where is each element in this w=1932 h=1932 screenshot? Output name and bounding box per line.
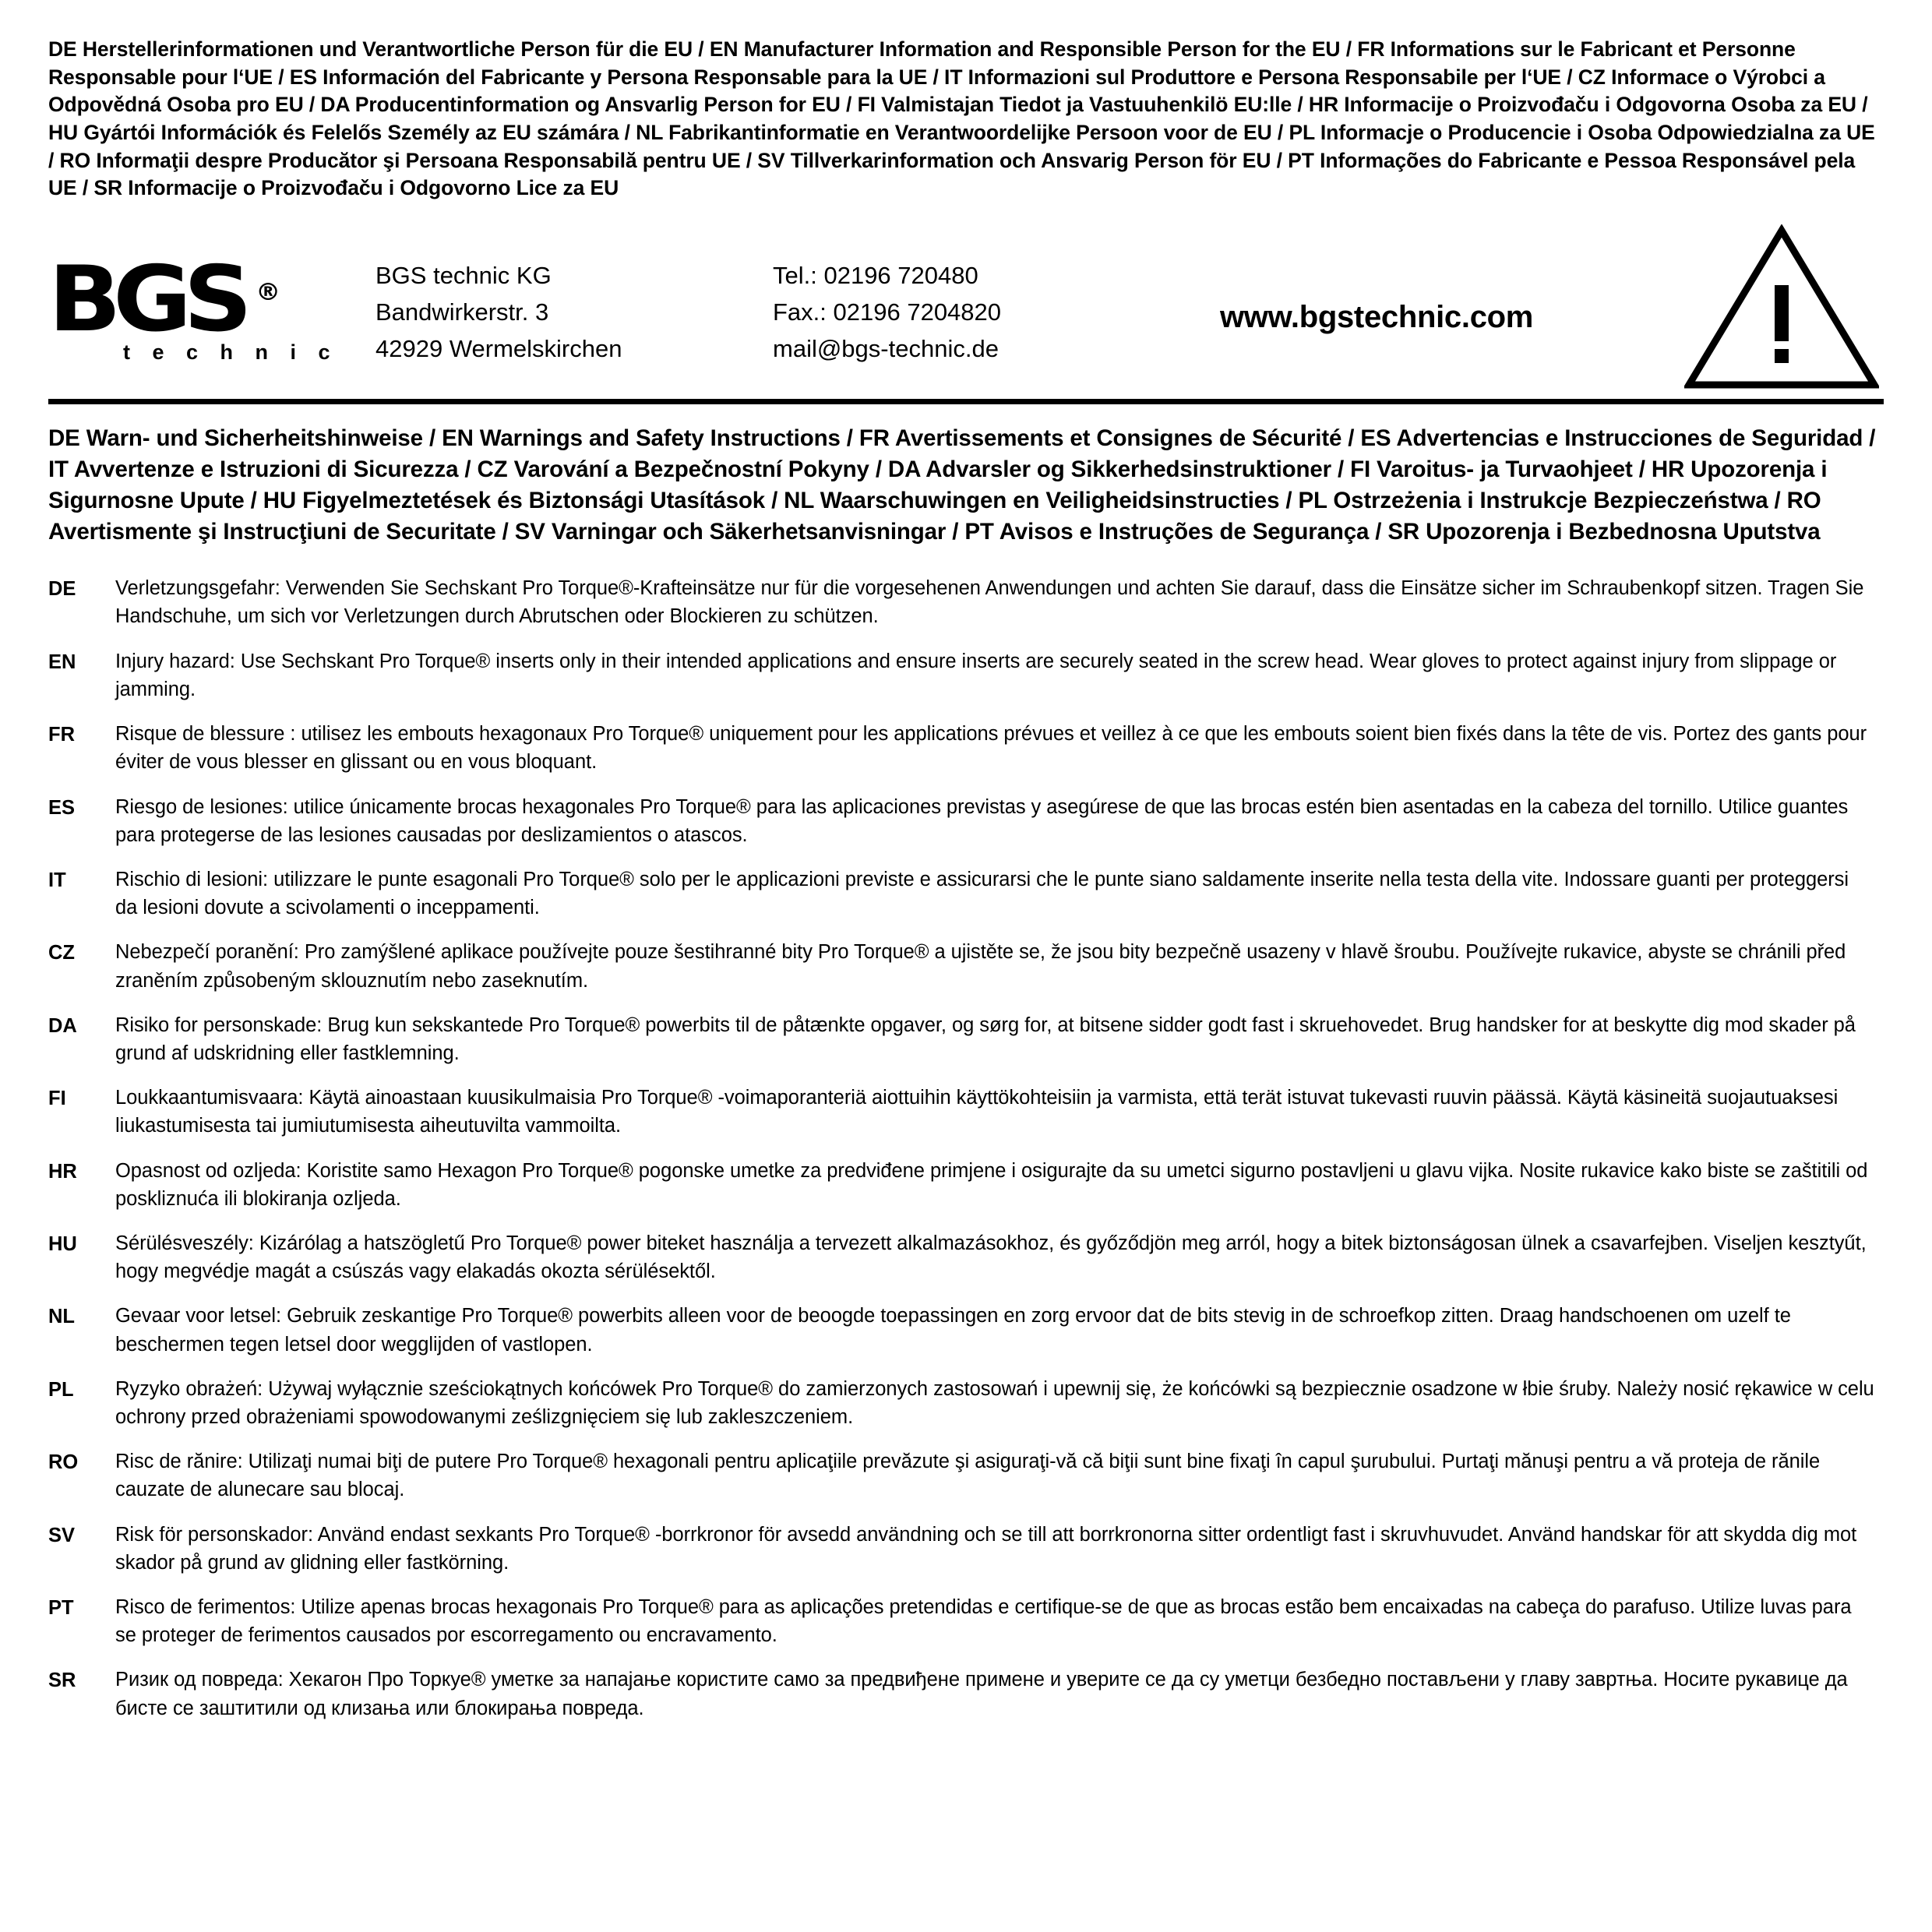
instruction-text: Risco de ferimentos: Utilize apenas brocas hexagonais Pro Torque® para as aplicações pretendidas e certifique-se de que as brocas estão bem encaixadas na cabeça do parafuso. Utilize luvas para se proteger de ferimentos causados por escorregamento ou encravamento. xyxy=(115,1595,1852,1647)
company-info-band xyxy=(45,215,1887,394)
company-email[interactable]: mail@bgs-technic.de xyxy=(773,335,999,363)
bgs-logo xyxy=(48,249,375,365)
company-contact xyxy=(773,246,1108,367)
instruction-row-nl xyxy=(48,1302,1874,1358)
language-code: ES xyxy=(48,796,76,819)
instruction-text: Ризик од повреда: Хекагон Про Торкуе® уметке за напајање користите само за предвиђене примене и уверите се да су уметци безбедно постављени у главу завртња. Носите рукавице да бисте се заштитили од клизања или блокирања повреда. xyxy=(115,1669,1848,1719)
language-code: SR xyxy=(48,1669,76,1692)
instruction-row-es xyxy=(48,793,1874,849)
warning-triangle-icon xyxy=(1684,224,1879,390)
language-code: RO xyxy=(48,1451,79,1474)
instruction-row-ro xyxy=(48,1447,1874,1504)
language-code: CZ xyxy=(48,942,75,964)
instruction-text: Ryzyko obrażeń: Używaj wyłącznie sześciokątnych końcówek Pro Torque® do zamierzonych zastosowań i upewnij się, że końcówki są bezpiecznie osadzone w łbie śruby. Należy nosić rękawice w celu ochrony przed obrażeniami spowodowanymi ześlizgnięciem się lub zakleszczeniem. xyxy=(115,1377,1874,1428)
instruction-text: Risk för personskador: Använd endast sexkants Pro Torque® -borrkronor för avsedd användning och se till att borrkronorna sitter ordentligt fast i skruvhuvudet. Använd handskar för att skydda dig mot skador på grund av glidning eller fastkörning. xyxy=(115,1523,1857,1574)
instruction-text: Sérülésveszély: Kizárólag a hatszögletű Pro Torque® power biteket használja a tervezett alkalmazásokhoz, és győződjön meg arról, hogy a bitek biztonságosan ülnek a csavarfejben. Viseljen kesztyűt, hogy megvédje magát a csúszás vagy elakadás okozta sérülésektől. xyxy=(115,1232,1867,1283)
instruction-text: Risiko for personskade: Brug kun sekskantede Pro Torque® powerbits til de påtænkte opgaver, og sørg for, at bitsene sidder godt fast i skruehovedet. Brug handsker for at beskytte dig mod skader på grund af udskridning eller fastklemning. xyxy=(115,1014,1856,1064)
instruction-row-hr xyxy=(48,1157,1874,1213)
language-code: PT xyxy=(48,1596,74,1619)
logo-wordmark-text: BGS xyxy=(48,247,245,353)
instruction-row-en xyxy=(48,647,1874,703)
instruction-row-hu xyxy=(48,1229,1874,1285)
instruction-text: Risc de rănire: Utilizaţi numai biţi de putere Pro Torque® hexagonali pentru aplicaţiile prevăzute şi asiguraţi-vă că biţii sunt bine fixaţi în capul şurubului. Purtaţi mănuşi pentru a vă proteja de rănile cauzate de alunecare sau blocaj. xyxy=(115,1451,1821,1501)
language-code: DA xyxy=(48,1014,77,1037)
instruction-text: Verletzungsgefahr: Verwenden Sie Sechskant Pro Torque®-Krafteinsätze nur für die vorgesehenen Anwendungen und achten Sie darauf, dass die Einsätze sicher im Schraubenkopf sitzen. Tragen Sie Handschuhe, um sich vor Verletzungen durch Abrutschen oder Blockieren zu schützen. xyxy=(115,577,1864,628)
logo-wordmark xyxy=(48,247,281,353)
instruction-row-pt xyxy=(48,1593,1874,1649)
language-code: SV xyxy=(48,1524,76,1546)
company-name: BGS technic KG xyxy=(375,262,552,290)
instruction-text: Loukkaantumisvaara: Käytä ainoastaan kuusikulmaisia Pro Torque® -voimaporanteriä aiottuihin käyttökohteisiin ja varmista, että terät istuvat tukevasti ruuvin päässä. Käytä käsineitä suojautuaksesi liukastumisesta tai jumiutumisesta aiheutuvilta vammoilta. xyxy=(115,1087,1839,1137)
instruction-row-it xyxy=(48,866,1874,922)
language-code: HR xyxy=(48,1160,77,1183)
warning-triangle-container xyxy=(1645,224,1884,390)
instruction-text: Gevaar voor letsel: Gebruik zeskantige Pro Torque® powerbits alleen voor de beoogde toepassingen en zorg ervoor dat de bits stevig in de schroefkop zitten. Draag handschoenen om uzelf te beschermen tegen letsel door wegglijden of vastlopen. xyxy=(115,1305,1791,1356)
instruction-row-cz xyxy=(48,938,1874,994)
logo-registered-mark: ® xyxy=(256,278,281,306)
instruction-text: Opasnost od ozljeda: Koristite samo Hexagon Pro Torque® pogonske umetke za predviđene primjene i osigurajte da su umetci sigurno postavljeni u glavu vijka. Nosite rukavice kako biste se zaštitili od poskliznuća ili blokiranja ozljeda. xyxy=(115,1159,1868,1210)
company-website[interactable]: www.bgstechnic.com xyxy=(1219,300,1534,335)
language-code: DE xyxy=(48,578,76,601)
instruction-row-fi xyxy=(48,1084,1874,1140)
instruction-row-sr xyxy=(48,1666,1874,1722)
company-street: Bandwirkerstr. 3 xyxy=(375,298,549,326)
instructions-list xyxy=(45,574,1887,1722)
logo-subtitle: t e c h n i c xyxy=(123,340,339,365)
instruction-row-sv xyxy=(48,1521,1874,1577)
warnings-heading: DE Warn- und Sicherheitshinweise / EN Warnings and Safety Instructions / FR Avertissements et Consignes de Sécurité / ES Advertencias e Instrucciones de Seguridad / IT Avvertenze e Istruzioni di Sicurezza / CZ Varování a Bezpečnostní Pokyny / DA Advarsler og Sikkerhedsinstruktioner / FI Varoitus- ja Turvaohjeet / HR Upozorenja i Sigurnosne Upute / HU Figyelmeztetések és Biztonsági Utasítások / NL Waarschuwingen en Veiligheidsinstructies / PL Ostrzeżenia i Instrukcje Bezpieczeństwa / RO Avertismente şi Instrucţiuni de Securitate / SV Varningar och Säkerhetsanvisningar / PT Avisos e Instruções de Segurança / SR Upozorenja i Bezbednosna Uputstva xyxy=(48,425,1876,545)
instruction-row-pl xyxy=(48,1375,1874,1431)
instruction-text: Rischio di lesioni: utilizzare le punte esagonali Pro Torque® solo per le applicazioni previste e assicurarsi che le punte siano saldamente inserite nella testa della vite. Indossare guanti per proteggersi da lesioni dovute a scivolamenti o inceppamenti. xyxy=(115,868,1849,919)
instruction-row-de xyxy=(48,574,1874,630)
language-code: PL xyxy=(48,1378,74,1401)
language-code: FR xyxy=(48,724,75,746)
language-code: IT xyxy=(48,869,66,891)
language-code: EN xyxy=(48,650,76,673)
instruction-row-da xyxy=(48,1011,1874,1067)
instruction-row-fr xyxy=(48,720,1874,776)
instruction-text: Nebezpečí poranění: Pro zamýšlené aplikace používejte pouze šestihranné bity Pro Torque® a ujistěte se, že jsou bity bezpečně usazeny v hlavě šroubu. Používejte rukavice, abyste se chránili před zraněním způsobeným sklouznutím nebo zaseknutím. xyxy=(115,941,1846,992)
company-city: 42929 Wermelskirchen xyxy=(375,335,622,363)
instruction-text: Riesgo de lesiones: utilice únicamente brocas hexagonales Pro Torque® para las aplicaciones previstas y asegúrese de que las brocas estén bien asentadas en la cabeza del tornillo. Utilice guantes para protegerse de las lesiones causadas por deslizamientos o atascos. xyxy=(115,795,1849,846)
company-address xyxy=(375,246,773,367)
instruction-text: Injury hazard: Use Sechskant Pro Torque® inserts only in their intended applications and ensure inserts are securely seated in the screw head. Wear gloves to protect against injury from slippage or jamming. xyxy=(115,650,1837,700)
language-code: NL xyxy=(48,1306,75,1328)
company-fax: Fax.: 02196 7204820 xyxy=(773,298,1002,326)
header-divider xyxy=(48,399,1884,404)
company-tel: Tel.: 02196 720480 xyxy=(773,262,978,290)
language-code: FI xyxy=(48,1088,66,1110)
instruction-text: Risque de blessure : utilisez les embouts hexagonaux Pro Torque® uniquement pour les applications prévues et veillez à ce que les embouts soient bien fixés dans la tête de vis. Portez des gants pour éviter de vous blesser en glissant ou en vous bloquant. xyxy=(115,723,1867,774)
manufacturer-info-heading: DE Herstellerinformationen und Verantwortliche Person für die EU / EN Manufacturer Information and Responsible Person for the EU / FR Informations sur le Fabricant et Personne Responsable pour l‘UE / ES Información del Fabricante y Persona Responsable para la UE / IT Informazioni sul Produttore e Persona Responsabile per l‘UE / CZ Informace o Výrobci a Odpovědná Osoba pro EU / DA Producentinformation og Ansvarlig Person for EU / FI Valmistajan Tiedot ja Vastuuhenkilö EU:lle / HR Informacije o Proizvođaču i Odgovorna Osoba za EU / HU Gyártói Információk és Felelős Személy az EU számára / NL Fabrikantinformatie en Verantwoordelijke Persoon voor de EU / PL Informacje o Producencie i Osoba Odpowiedzialna za UE / RO Informaţii despre Producător şi Persoana Responsabilă pentru UE / SV Tillverkarinformation och Ansvarig Person för EU / PT Informações do Fabricante e Pessoa Responsável pela UE / SR Informacije o Proizvođaču i Odgovorno Lice za EU xyxy=(48,37,1875,200)
language-code: HU xyxy=(48,1232,77,1255)
